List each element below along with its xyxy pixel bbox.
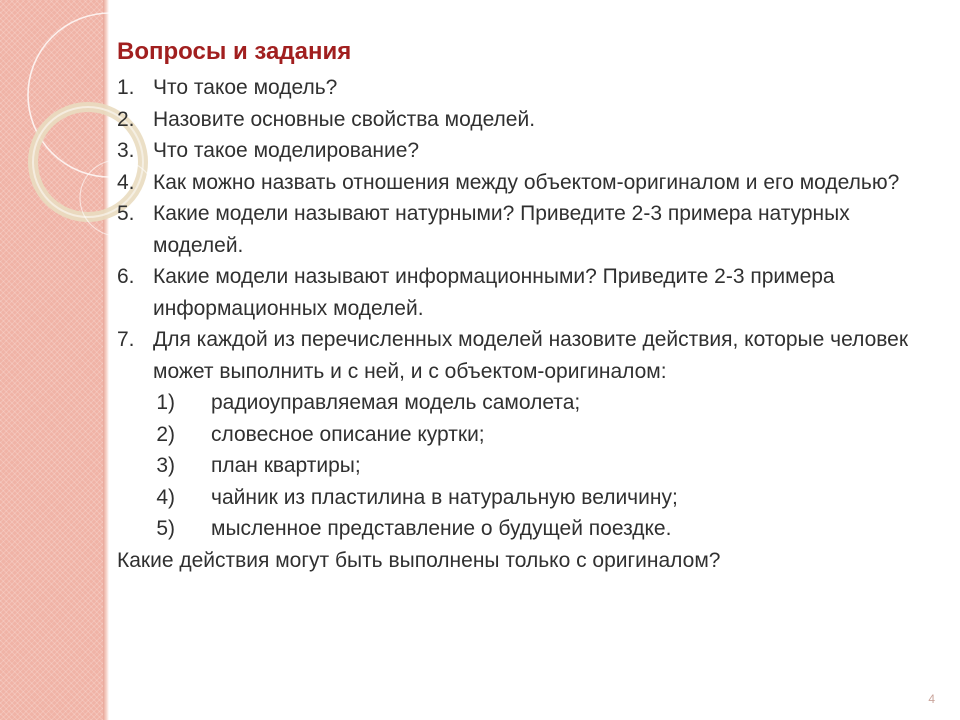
model-example-number: 4) <box>156 485 175 509</box>
question-number: 6. <box>117 265 135 288</box>
model-example-number: 5) <box>156 517 175 540</box>
model-example-text: радиоуправляемая модель самолета; <box>211 391 581 414</box>
question-item <box>117 104 937 136</box>
page-number: 4 <box>928 692 935 706</box>
model-example-item <box>117 387 937 419</box>
question-number: 5. <box>117 202 135 225</box>
questions-list <box>117 72 937 387</box>
question-number: 3. <box>117 139 135 162</box>
question-item <box>117 324 937 387</box>
closing-question: Какие действия могут быть выполнены только с оригиналом? <box>117 548 721 572</box>
model-example-item <box>117 419 937 451</box>
model-example-item <box>117 482 937 514</box>
model-example-item <box>117 513 937 545</box>
question-text: Как можно назвать отношения между объектом-оригиналом и его моделью? <box>153 170 900 194</box>
question-text: Что такое моделирование? <box>153 139 420 162</box>
question-number: 2. <box>117 107 135 131</box>
question-item <box>117 261 937 324</box>
question-item <box>117 135 937 167</box>
model-example-text: чайник из пластилина в натуральную величину; <box>211 485 678 509</box>
model-examples-list <box>117 387 937 545</box>
question-text: Какие модели называют натурными? Приведите 2-3 примера натурных моделей. <box>153 202 850 257</box>
model-example-text: словесное описание куртки; <box>211 422 485 446</box>
model-example-number: 3) <box>156 454 175 477</box>
question-number: 1. <box>117 76 135 99</box>
side-band <box>0 0 103 720</box>
question-number: 4. <box>117 170 135 194</box>
question-text: Назовите основные свойства моделей. <box>153 107 536 131</box>
question-item <box>117 72 937 104</box>
model-example-number: 2) <box>156 422 175 446</box>
slide-content <box>117 36 937 576</box>
question-item <box>117 198 937 261</box>
slide-title: Вопросы и задания <box>117 38 352 65</box>
question-text: Что такое модель? <box>153 76 338 99</box>
side-band-edge <box>103 0 109 720</box>
question-text: Какие модели называют информационными? Приведите 2-3 примера информационных моделей. <box>153 265 835 320</box>
question-item <box>117 167 937 199</box>
model-example-text: мысленное представление о будущей поездке. <box>211 517 672 540</box>
question-text: Для каждой из перечисленных моделей назовите действия, которые человек может выполнить и с ней, и с объектом-оригиналом: <box>153 328 909 383</box>
model-example-text: план квартиры; <box>211 454 361 477</box>
model-example-item <box>117 450 937 482</box>
model-example-number: 1) <box>156 391 175 414</box>
question-number: 7. <box>117 328 135 351</box>
